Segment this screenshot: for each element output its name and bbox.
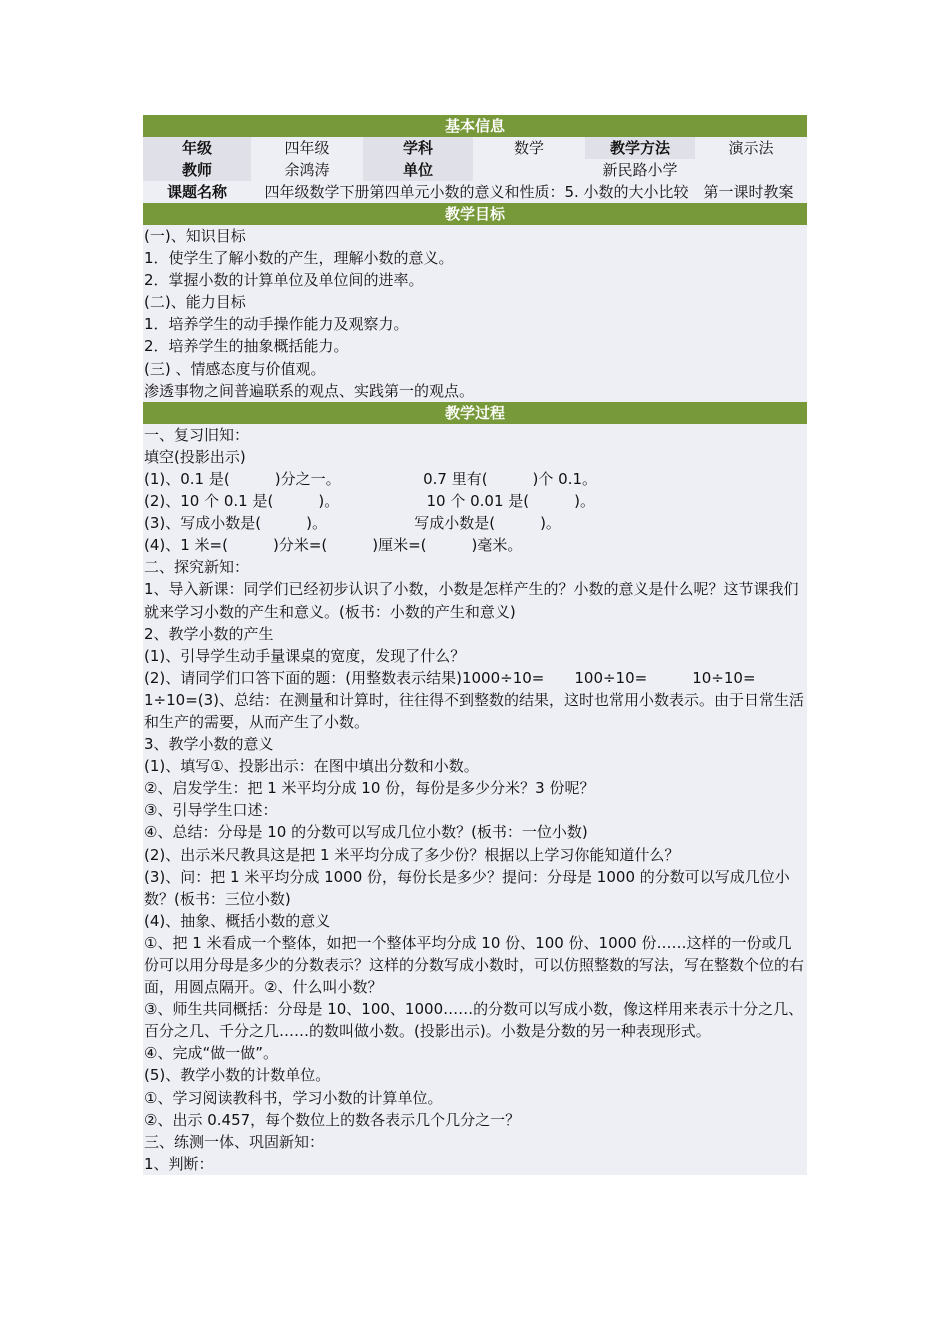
process-line: 3、教学小数的意义 bbox=[144, 735, 274, 754]
process-line: 1、判断： bbox=[144, 1154, 214, 1173]
process-line: ③、引导学生口述： bbox=[144, 801, 278, 820]
info-row-3 bbox=[143, 181, 807, 203]
process-line: (1)、引导学生动手量课桌的宽度，发现了什么？ bbox=[144, 646, 466, 665]
subject-label: 学科 bbox=[363, 137, 473, 159]
goal-line: 1．使学生了解小数的产生，理解小数的意义。 bbox=[144, 249, 454, 268]
process-line: ④、完成“做一做”。 bbox=[144, 1044, 278, 1063]
process-line: (3)、问：把 1 米平均分成 1000 份，每份长是多少？提问：分母是 1000 的分数可以写成几位小数？(板书：三位小数) bbox=[144, 867, 790, 908]
method-label: 教学方法 bbox=[585, 137, 695, 159]
process-line: (2)、出示米尺教具这是把 1 米平均分成了多少份？根据以上学习你能知道什么？ bbox=[144, 845, 680, 864]
process-section bbox=[143, 424, 831, 1175]
process-line: (3)、写成小数是( )。 写成小数是( )。 bbox=[144, 514, 561, 533]
goals-section bbox=[143, 225, 807, 402]
process-line: 一、复习旧知： bbox=[144, 425, 250, 444]
process-line: ①、学习阅读教科书，学习小数的计算单位。 bbox=[144, 1088, 443, 1107]
goal-line: 2．培养学生的抽象概括能力。 bbox=[144, 337, 349, 356]
goal-line: (一)、知识目标 bbox=[144, 227, 246, 245]
process-line: 三、练测一体、巩固新知： bbox=[144, 1132, 325, 1151]
grade-value: 四年级 bbox=[284, 139, 330, 157]
process-line: 1、导入新课：同学们已经初步认识了小数，小数是怎样产生的？小数的意义是什么呢？这节课我们就来学习小数的产生和意义。(板书：小数的产生和意义) bbox=[144, 580, 799, 621]
topic-label: 课题名称 bbox=[166, 183, 227, 201]
lesson-plan-table bbox=[143, 115, 831, 1175]
goal-line: 1．培养学生的动手操作能力及观察力。 bbox=[144, 315, 409, 334]
process-line: 填空(投影出示) bbox=[144, 447, 246, 466]
process-line: (2)、请同学们口答下面的题：(用整数表示结果)1000÷10= 100÷10= 10÷10= 1÷10=(3)、总结：在测量和计算时，往往得不到整数的结果，这时也常用小数表示。由于日常生活和生产的需要，从而产生了小数。 bbox=[144, 668, 831, 731]
process-line: ③、师生共同概括：分母是 10、100、1000……的分数可以写成小数，像这样用来表示十分之几、百分之几、千分之几……的数叫做小数。(投影出示)。小数是分数的另一种表现形式。 bbox=[144, 1000, 804, 1041]
goals-header: 教学目标 bbox=[143, 203, 807, 225]
process-line: ②、出示 0.457，每个数位上的数各表示几个几分之一？ bbox=[144, 1110, 521, 1129]
method-value: 演示法 bbox=[728, 139, 774, 157]
teacher-label: 教师 bbox=[143, 159, 251, 181]
process-header: 教学过程 bbox=[143, 402, 807, 424]
process-line: (4)、抽象、概括小数的意义 bbox=[144, 911, 331, 930]
goal-line: 2．掌握小数的计算单位及单位间的进率。 bbox=[144, 271, 424, 290]
unit-value: 新民路小学 bbox=[602, 161, 678, 179]
process-line: (1)、0.1 是( )分之一。 0.7 里有( )个 0.1。 bbox=[144, 469, 598, 488]
grade-label: 年级 bbox=[143, 137, 251, 159]
process-line: (5)、教学小数的计数单位。 bbox=[144, 1066, 331, 1085]
process-line: 2、教学小数的产生 bbox=[144, 624, 274, 643]
process-line: (4)、1 米=( )分米=( )厘米=( )毫米。 bbox=[144, 536, 523, 555]
process-line: ④、总结：分母是 10 的分数可以写成几位小数？(板书：一位小数) bbox=[144, 823, 588, 842]
process-line: (1)、填写①、投影出示：在图中填出分数和小数。 bbox=[144, 757, 479, 776]
unit-label: 单位 bbox=[363, 159, 473, 181]
info-row-2 bbox=[143, 159, 807, 181]
info-row-1 bbox=[143, 137, 807, 159]
process-line: (2)、10 个 0.1 是( )。 10 个 0.01 是( )。 bbox=[144, 492, 595, 511]
goal-line: (三) 、情感态度与价值观。 bbox=[144, 359, 326, 378]
process-line: ②、启发学生：把 1 米平均分成 10 份，每份是多少分米？3 份呢？ bbox=[144, 779, 595, 798]
process-line: ①、把 1 米看成一个整体，如把一个整体平均分成 10 份、100 份、1000 份……这样的一份或几份可以用分母是多少的分数表示？这样的分数写成小数时，可以仿照整数的写法，写在整数个位的右面，用圆点隔开。②、什么叫小数？ bbox=[144, 933, 805, 997]
basic-info-header: 基本信息 bbox=[143, 115, 807, 137]
process-line: 二、探究新知： bbox=[144, 558, 250, 577]
goal-line: (二)、能力目标 bbox=[144, 293, 246, 312]
goal-line: 渗透事物之间普遍联系的观点、实践第一的观点。 bbox=[144, 381, 475, 400]
teacher-value: 余鸿涛 bbox=[284, 161, 330, 179]
subject-value: 数学 bbox=[513, 139, 544, 157]
topic-value: 四年级数学下册第四单元小数的意义和性质：5. 小数的大小比较 第一课时教案 bbox=[264, 183, 794, 201]
